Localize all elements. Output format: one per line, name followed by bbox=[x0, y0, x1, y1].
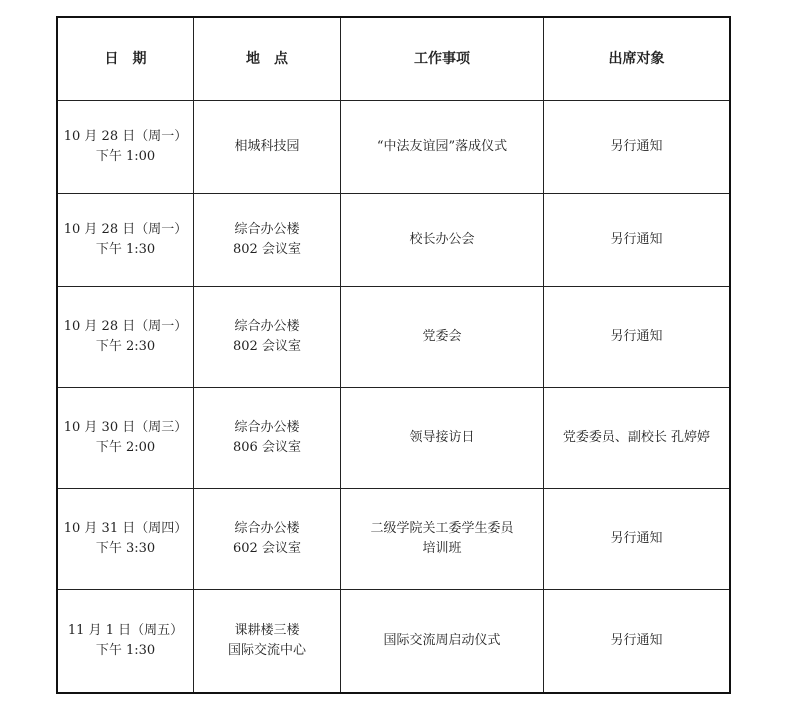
date-cell-time: 下午 1:00 bbox=[95, 149, 156, 164]
date-cell bbox=[57, 287, 194, 388]
place-cell-place1: 综合办公楼 bbox=[234, 420, 300, 435]
date-cell bbox=[57, 388, 194, 489]
date-cell bbox=[57, 101, 194, 194]
attendees-cell bbox=[544, 590, 731, 694]
place-cell bbox=[194, 101, 341, 194]
attendees-cell-attendees: 党委委员、副校长 孔婷婷 bbox=[562, 430, 711, 445]
place-cell-place1: 综合办公楼 bbox=[234, 319, 300, 334]
table-row bbox=[57, 489, 730, 590]
work-item-cell bbox=[341, 489, 544, 590]
date-cell-time: 下午 2:30 bbox=[95, 339, 156, 354]
attendees-cell bbox=[544, 388, 731, 489]
work-item-cell-item1: 党委会 bbox=[422, 329, 462, 344]
attendees-cell-attendees: 另行通知 bbox=[610, 329, 663, 344]
header-date: 日 期 bbox=[57, 17, 194, 101]
attendees-cell bbox=[544, 489, 731, 590]
attendees-cell bbox=[544, 194, 731, 287]
date-cell bbox=[57, 590, 194, 694]
attendees-cell-attendees: 另行通知 bbox=[610, 633, 663, 648]
date-cell-date: 10 月 28 日（周一） bbox=[63, 319, 188, 334]
table-row bbox=[57, 388, 730, 489]
work-item-cell bbox=[341, 287, 544, 388]
table-row bbox=[57, 194, 730, 287]
place-cell-place1: 综合办公楼 bbox=[234, 521, 300, 536]
date-cell-date: 10 月 28 日（周一） bbox=[63, 222, 188, 237]
place-cell bbox=[194, 388, 341, 489]
place-cell bbox=[194, 287, 341, 388]
header-attendees: 出席对象 bbox=[544, 17, 731, 101]
attendees-cell-attendees: 另行通知 bbox=[610, 232, 663, 247]
work-item-cell-item1: 领导接访日 bbox=[409, 430, 475, 445]
date-cell-time: 下午 1:30 bbox=[95, 242, 156, 257]
header-row bbox=[57, 17, 730, 101]
work-item-cell-item2: 培训班 bbox=[422, 541, 462, 556]
work-item-cell-item1: 二级学院关工委学生委员 bbox=[370, 521, 514, 536]
place-cell-place2: 806 会议室 bbox=[233, 440, 301, 455]
work-item-cell-item1: 国际交流周启动仪式 bbox=[383, 633, 501, 648]
place-cell-place2: 802 会议室 bbox=[233, 242, 301, 257]
date-cell bbox=[57, 194, 194, 287]
work-item-cell bbox=[341, 388, 544, 489]
place-cell-place2: 602 会议室 bbox=[233, 541, 301, 556]
header-place: 地 点 bbox=[194, 17, 341, 101]
table-row bbox=[57, 590, 730, 694]
place-cell bbox=[194, 194, 341, 287]
work-item-cell bbox=[341, 194, 544, 287]
header-work-item: 工作事项 bbox=[341, 17, 544, 101]
work-item-cell-item1: “中法友谊园”落成仪式 bbox=[376, 139, 508, 154]
date-cell-date: 10 月 30 日（周三） bbox=[63, 420, 188, 435]
place-cell-place1: 综合办公楼 bbox=[234, 222, 300, 237]
attendees-cell-attendees: 另行通知 bbox=[610, 139, 663, 154]
attendees-cell bbox=[544, 287, 731, 388]
date-cell-time: 下午 2:00 bbox=[95, 440, 156, 455]
place-cell-place2: 802 会议室 bbox=[233, 339, 301, 354]
schedule-table bbox=[56, 16, 731, 694]
work-item-cell bbox=[341, 590, 544, 694]
date-cell-time: 下午 1:30 bbox=[95, 643, 156, 658]
place-cell bbox=[194, 489, 341, 590]
date-cell-date: 10 月 28 日（周一） bbox=[63, 129, 188, 144]
place-cell-place1: 课耕楼三楼 bbox=[234, 623, 300, 638]
work-item-cell-item1: 校长办公会 bbox=[409, 232, 475, 247]
place-cell-place1: 相城科技园 bbox=[234, 139, 300, 154]
date-cell-date: 10 月 31 日（周四） bbox=[63, 521, 188, 536]
date-cell-date: 11 月 1 日（周五） bbox=[67, 623, 184, 638]
table-row bbox=[57, 101, 730, 194]
table-row bbox=[57, 287, 730, 388]
place-cell-place2: 国际交流中心 bbox=[227, 643, 306, 658]
attendees-cell bbox=[544, 101, 731, 194]
attendees-cell-attendees: 另行通知 bbox=[610, 531, 663, 546]
date-cell-time: 下午 3:30 bbox=[95, 541, 156, 556]
place-cell bbox=[194, 590, 341, 694]
date-cell bbox=[57, 489, 194, 590]
work-item-cell bbox=[341, 101, 544, 194]
